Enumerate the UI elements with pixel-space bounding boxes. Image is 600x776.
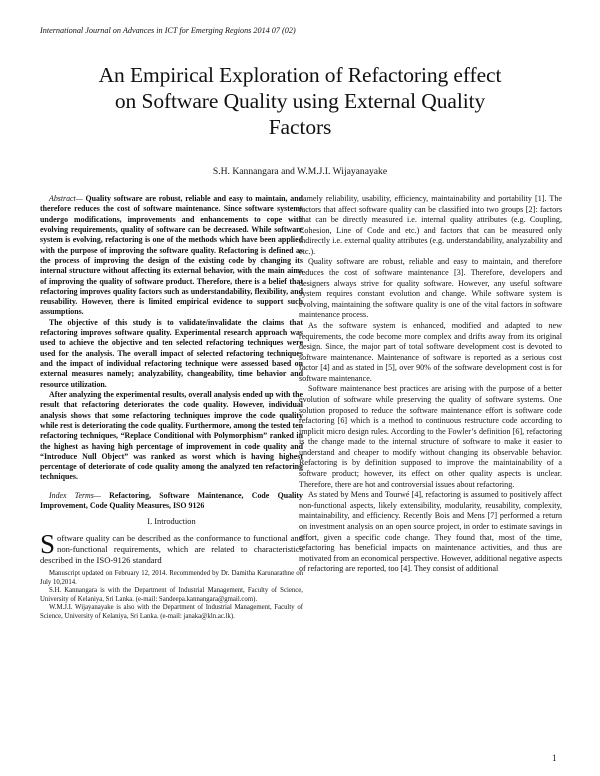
title-line: on Software Quality using External Quality bbox=[114, 89, 486, 113]
body-paragraph: As stated by Mens and Tourwé [4], refactoring is assumed to positively affect non-functional aspects, likely extensibility, modularity, reusability, complexity, maintainability, and efficiency. Recently Bois and Mens [7] performed a return on investment analysis on an open source project, in order to estimate savings in effort, given a specific code change. They found that, most of the time, refactoring has beneficial impacts on maintenance activities, and thus are motivated from an economical perspective. However, additional negative aspects of refactoring are reported, too [4]. They consist of additional bbox=[299, 490, 562, 574]
paper-title bbox=[40, 62, 560, 140]
page-number: 1 bbox=[552, 753, 557, 763]
abstract-paragraph bbox=[40, 194, 303, 318]
body-paragraph: Software maintenance best practices are arising with the purpose of a better evolution of software while preserving the quality of software systems. One solution proposed to reduce the software maintenance effort is software code refactoring [6] which is a method to continuous restructure code according to implicit micro design rules. According to the Fowler’s definition [6], refactoring is the change made to the internal structure of software to make it easier to understand and cheaper to modify without changing its observable behavior. Refactoring is by definition supposed to improve the maintainability of a software product; however, its effect on other quality aspects is unclear. Therefore, there are hot and controversial issues about refactoring. bbox=[299, 384, 562, 489]
footnote: S.H. Kannangara is with the Department of Industrial Management, Faculty of Science, University of Kelaniya, Sri Lanka. (e-mail: Sandeepa.kannangara@gmail.com). bbox=[40, 587, 303, 603]
section-heading: I. Introduction bbox=[147, 517, 196, 527]
right-column bbox=[299, 194, 562, 575]
journal-header: International Journal on Advances in ICT for Emerging Regions 2014 07 (02) bbox=[40, 26, 296, 35]
footnote: W.M.J.I. Wijayanayake is also with the Department of Industrial Management, Faculty of Science, University of Kelaniya, Sri Lanka. (e-mail: janaka@kln.ac.lk). bbox=[40, 604, 303, 620]
footnote: Manuscript updated on February 12, 2014. Recommended by Dr. Damitha Karunarathne on July 10,2014. bbox=[40, 570, 303, 586]
index-terms-text: Refactoring, Software Maintenance, Code Quality Improvement, Code Quality Measures, ISO 9126 bbox=[40, 490, 303, 511]
intro-text: oftware quality can be described as the conformance to functional and non-functional requirements, which are related to characteristics described in the ISO-9126 standard bbox=[40, 532, 303, 566]
abstract-paragraph: After analyzing the experimental results, overall analysis ended up with the result that refactoring deteriorates the code quality. However, individual analysis shows that some refactoring techniques improve the code quality while rest is deteriorating the code quality. Furthermore, among the tested ten refactoring techniques, “Replace Conditional with Polymorphism” ranked in the highest as having high percentage of improvement in code quality and “Introduce Null Object” was ranked as worst which is having highest percentage of deteriorate of code quality among the analyzed ten refactoring techniques. bbox=[40, 389, 303, 482]
title-line: Factors bbox=[268, 115, 332, 139]
index-terms bbox=[40, 491, 303, 512]
index-terms-label: Index Terms— bbox=[49, 490, 101, 500]
intro-paragraph bbox=[40, 528, 303, 567]
body-paragraph: Quality software are robust, reliable and easy to maintain, and therefore reduces the cost of software maintenance [3]. Therefore, developers and designers always strive for quality software. However, any useful software system requires constant evolution and change. While software system is evolving, maintaining the software quality is one of the vital factors in software maintenance process. bbox=[299, 257, 562, 320]
author-list: S.H. Kannangara and W.M.J.I. Wijayanayake bbox=[212, 166, 388, 177]
left-column bbox=[40, 194, 303, 621]
body-paragraph: As the software system is enhanced, modified and adapted to new requirements, the code become more complex and drifts away from its original design. Since, the major part of total software development cost is devoted to software maintenance. Maintenance of software is reported as a serious cost factor [4] and as stated in [5], over 90% of the software development cost is for software maintenance. bbox=[299, 320, 562, 383]
body-paragraph: namely reliability, usability, efficiency, maintainability and portability [1]. The factors that affect software quality can be classified into two groups [2]: factors that can be directly measured i.e. internal quality attributes (e.g. Coupling, Cohesion, Line of Code and etc.) and factors that can be measured only indirectly i.e. external quality attributes (e.g. understandability, analyzability and etc.). bbox=[299, 194, 562, 256]
title-line: An Empirical Exploration of Refactoring effect bbox=[98, 63, 502, 87]
drop-cap: S bbox=[40, 528, 56, 559]
abstract-paragraph: The objective of this study is to validate/invalidate the claims that refactoring improves software quality. Experimental research approach was used to achieve the objective and ten selected refactoring techniques were used for the analysis. The overall impact of selected refactoring techniques and the impact of individual refactoring technique were assessed based on external measures namely; analyzability, changeability, time behavior and resource utilization. bbox=[40, 317, 303, 389]
abstract-label: Abstract— bbox=[49, 194, 83, 203]
abstract-text: Quality software are robust, reliable and easy to maintain, and therefore reduces the cost of software maintenance. Since software systems undergo modifications, improvements and enhancements to cope with evolving requirements, quality of software can be decreased. While software system is evolving, refactoring is one of the methods which have been applied with the purpose of improving the software quality. Refactoring is defined as the process of improving the design of the existing code by changing its internal structure without affecting its external behavior, with the main aims of improving the quality of software product. Therefore, there is a belief that refactoring improves quality factors such as understandability, flexibility, and reusability. However, there is limited empirical evidence to support such assumptions. bbox=[40, 194, 303, 317]
